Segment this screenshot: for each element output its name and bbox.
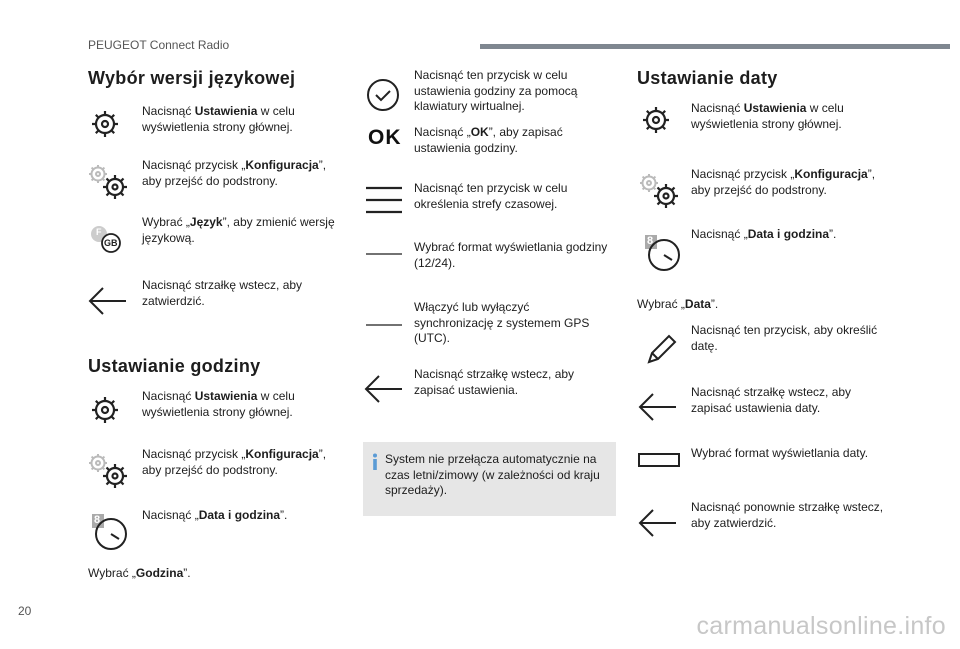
step-language-1: Nacisnąć Ustawienia w celu wyświetlenia strony głównej.: [142, 104, 295, 134]
clock-icon: [642, 232, 682, 272]
step-language-3: Wybrać „Język”, aby zmienić wersję językową.: [142, 215, 335, 245]
back-arrow-icon: [638, 391, 678, 423]
step-language-2: Nacisnąć przycisk „Konfiguracja”, aby przejść do podstrony.: [142, 158, 327, 188]
flag-label-f: F: [96, 227, 102, 237]
date-format-icon: [638, 453, 680, 467]
gear-icon: [89, 394, 121, 426]
step-language-4: Nacisnąć strzałkę wstecz, aby zatwierdzić.: [142, 278, 303, 308]
step-time-9: Nacisnąć strzałkę wstecz, aby zapisać ustawienia.: [414, 367, 575, 397]
clock-icon: [89, 511, 129, 551]
step-time-5: Nacisnąć „OK”, aby zapisać ustawienia godziny.: [414, 125, 563, 155]
check-circle-icon: [366, 78, 400, 112]
step-date-2: Nacisnąć przycisk „Konfiguracja”, aby przejść do podstrony.: [691, 167, 876, 197]
info-text: System nie przełącza automatycznie na czas letni/zimowy (w zależności od kraju sprzedaży).: [385, 452, 600, 497]
step-date-6: Wybrać format wyświetlania daty.: [691, 446, 869, 460]
header-bar: [480, 44, 950, 49]
step-time-4: Nacisnąć ten przycisk w celu ustawienia godziny za pomocą klawiatury wirtualnej.: [414, 68, 578, 113]
section-title-date: Ustawianie daty: [637, 68, 778, 88]
time-select-godzina: Wybrać „Godzina”.: [88, 566, 191, 580]
clock-badge-label: 8: [94, 514, 101, 526]
step-time-8: Włączyć lub wyłączyć synchronizację z systemem GPS (UTC).: [414, 300, 590, 345]
back-arrow-icon: [638, 507, 678, 539]
step-time-3: Nacisnąć „Data i godzina”.: [142, 508, 288, 522]
step-date-5: Nacisnąć strzałkę wstecz, aby zapisać ustawienia daty.: [691, 385, 852, 415]
toggle-line-icon: [366, 252, 402, 256]
step-date-1: Nacisnąć Ustawienia w celu wyświetlenia strony głównej.: [691, 101, 844, 131]
back-arrow-icon: [88, 285, 128, 317]
watermark: carmanualsonline.info: [696, 612, 946, 640]
step-time-1: Nacisnąć Ustawienia w celu wyświetlenia strony głównej.: [142, 389, 295, 419]
language-flags-icon: [89, 224, 125, 254]
info-box: [363, 442, 616, 516]
toggle-line-icon: [366, 323, 402, 327]
step-date-4: Nacisnąć ten przycisk, aby określić datę.: [691, 323, 878, 353]
info-icon: [370, 453, 380, 471]
double-gear-icon: [86, 452, 130, 490]
page-number: 20: [18, 604, 32, 618]
double-gear-icon: [86, 163, 130, 201]
gear-icon: [89, 108, 121, 140]
clock-badge-label: 8: [647, 235, 654, 247]
section-title-time: Ustawianie godziny: [88, 356, 261, 376]
step-date-3: Nacisnąć „Data i godzina”.: [691, 227, 837, 241]
step-time-7: Wybrać format wyświetlania godziny (12/24).: [414, 240, 608, 270]
pencil-icon: [645, 332, 679, 366]
step-time-2: Nacisnąć przycisk „Konfiguracja”, aby przejść do podstrony.: [142, 447, 327, 477]
menu-list-icon: [366, 186, 402, 214]
double-gear-icon: [637, 172, 681, 210]
gear-icon: [640, 104, 672, 136]
section-title-language: Wybór wersji językowej: [88, 68, 296, 88]
flag-label-gb: GB: [104, 238, 118, 248]
step-date-7: Nacisnąć ponownie strzałkę wstecz, aby zatwierdzić.: [691, 500, 884, 530]
date-select-data: Wybrać „Data”.: [637, 297, 719, 311]
header-title: PEUGEOT Connect Radio: [88, 38, 230, 52]
back-arrow-icon: [364, 373, 404, 405]
ok-icon: OK: [368, 126, 402, 149]
step-time-6: Nacisnąć ten przycisk w celu określenia strefy czasowej.: [414, 181, 568, 211]
